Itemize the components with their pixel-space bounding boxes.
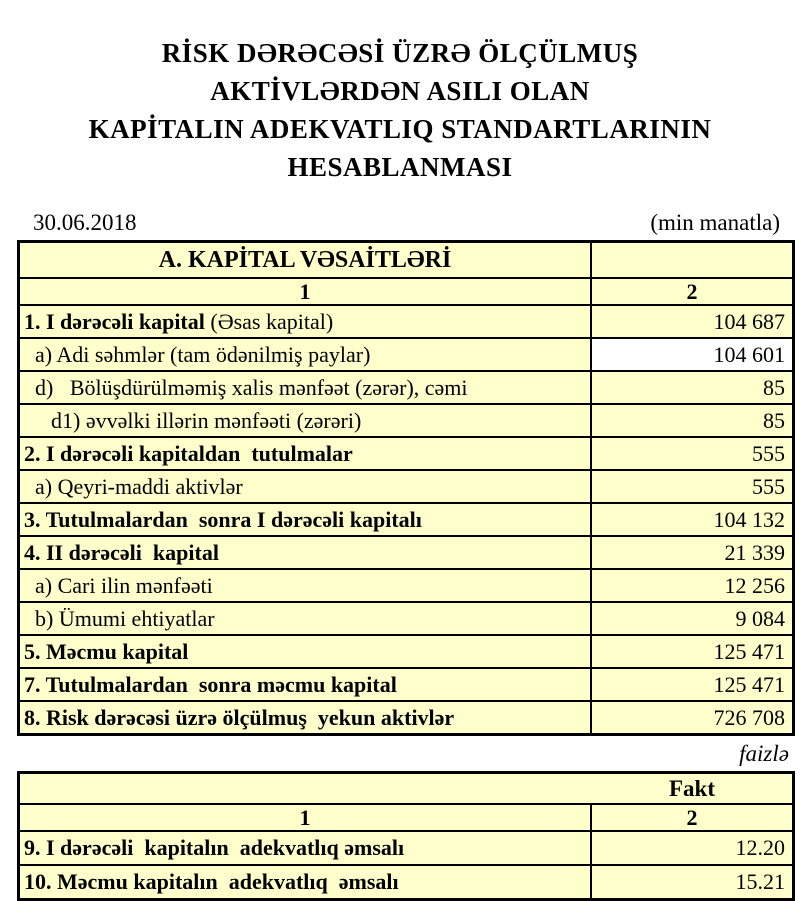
table-row <box>20 436 792 469</box>
row-value: 12 256 <box>592 570 792 601</box>
row-label-text: a) Qeyri-maddi aktivlər <box>35 473 243 499</box>
table-row <box>20 830 792 864</box>
capital-table-title: A. KAPİTAL VƏSAİTLƏRİ <box>20 243 592 277</box>
table-row <box>20 700 792 733</box>
row-label <box>20 570 592 601</box>
table-row <box>20 304 792 337</box>
row-label-bold: 3. Tutulmalardan sonra I dərəcəli kapitalı <box>24 506 422 532</box>
capital-table-header-value-cell <box>592 243 792 277</box>
row-value: 9 084 <box>592 603 792 634</box>
ratios-table-header-row <box>20 774 792 803</box>
row-label <box>20 603 592 634</box>
row-label <box>20 702 592 733</box>
row-label-bold: 5. Məcmu kapital <box>24 638 189 664</box>
row-label <box>20 405 592 436</box>
row-label <box>20 636 592 667</box>
row-value: 726 708 <box>592 702 792 733</box>
table-row <box>20 370 792 403</box>
row-value: 104 132 <box>592 504 792 535</box>
row-label <box>20 832 592 864</box>
table-row <box>20 469 792 502</box>
column-number-row <box>20 277 792 304</box>
ratios-header-spacer <box>20 774 592 803</box>
title-line: KAPİTALIN ADEKVATLIQ STANDARTLARININ <box>88 114 712 144</box>
row-value: 125 471 <box>592 669 792 700</box>
row-value: 555 <box>592 471 792 502</box>
table-row <box>20 337 792 370</box>
column-number-1: 1 <box>20 279 592 304</box>
row-label-text: a) Adi səhmlər (tam ödənilmiş paylar) <box>35 341 371 367</box>
row-label-bold: 7. Tutulmalardan sonra məcmu kapital <box>24 671 397 697</box>
row-label-bold: 8. Risk dərəcəsi üzrə ölçülmuş yekun aktivlər <box>24 704 455 730</box>
row-label-bold: 9. I dərəcəli kapitalın adekvatlıq əmsalı <box>24 835 405 860</box>
row-label <box>20 306 592 337</box>
row-label-text: d1) əvvəlki illərin mənfəəti (zərəri) <box>51 407 362 433</box>
capital-table-header-row <box>20 243 792 277</box>
percent-note: faizlə <box>739 741 789 766</box>
row-value: 21 339 <box>592 537 792 568</box>
row-label-text: d) Bölüşdürülməmiş xalis mənfəət (zərər), cəmi <box>35 374 468 400</box>
row-label-bold: 2. I dərəcəli kapitaldan tutulmalar <box>24 440 353 466</box>
row-value: 104 601 <box>592 339 792 370</box>
row-value: 104 687 <box>592 306 792 337</box>
capital-table <box>17 240 795 736</box>
column-number-2: 2 <box>592 805 792 830</box>
row-label <box>20 471 592 502</box>
ratios-table <box>17 771 795 901</box>
meta-row <box>33 210 780 236</box>
row-value: 85 <box>592 372 792 403</box>
row-value: 555 <box>592 438 792 469</box>
row-value: 85 <box>592 405 792 436</box>
table-row <box>20 601 792 634</box>
row-value: 15.21 <box>592 866 792 898</box>
row-label <box>20 866 592 898</box>
row-label <box>20 438 592 469</box>
row-label <box>20 372 592 403</box>
page-title <box>0 0 800 186</box>
table-row <box>20 535 792 568</box>
unit-note: (min manatla) <box>650 210 780 235</box>
report-date: 30.06.2018 <box>33 210 137 235</box>
row-label-text: (Əsas kapital) <box>204 308 334 334</box>
row-value: 12.20 <box>592 832 792 864</box>
table-row <box>20 403 792 436</box>
row-label <box>20 504 592 535</box>
title-line: RİSK DƏRƏCƏSİ ÜZRƏ ÖLÇÜLMUŞ <box>161 38 639 68</box>
title-line: AKTİVLƏRDƏN ASILI OLAN <box>210 76 590 106</box>
table-row <box>20 568 792 601</box>
row-value: 125 471 <box>592 636 792 667</box>
row-label-bold: 1. I dərəcəli kapital <box>24 308 205 334</box>
row-label-bold: 4. II dərəcəli kapital <box>24 539 219 565</box>
title-line: HESABLANMASI <box>287 152 513 182</box>
row-label-bold: 10. Məcmu kapitalın adekvatlıq əmsalı <box>24 869 399 894</box>
row-label-text: b) Ümumi ehtiyatlar <box>35 605 215 631</box>
table-row <box>20 864 792 898</box>
row-label <box>20 537 592 568</box>
column-number-row <box>20 803 792 830</box>
column-number-1: 1 <box>20 805 592 830</box>
table-row <box>20 502 792 535</box>
row-label-text: a) Cari ilin mənfəəti <box>35 572 213 598</box>
table-row <box>20 667 792 700</box>
row-label <box>20 669 592 700</box>
fakt-header-label: Fakt <box>669 775 715 801</box>
column-number-2: 2 <box>592 279 792 304</box>
row-label <box>20 339 592 370</box>
table-row <box>20 634 792 667</box>
